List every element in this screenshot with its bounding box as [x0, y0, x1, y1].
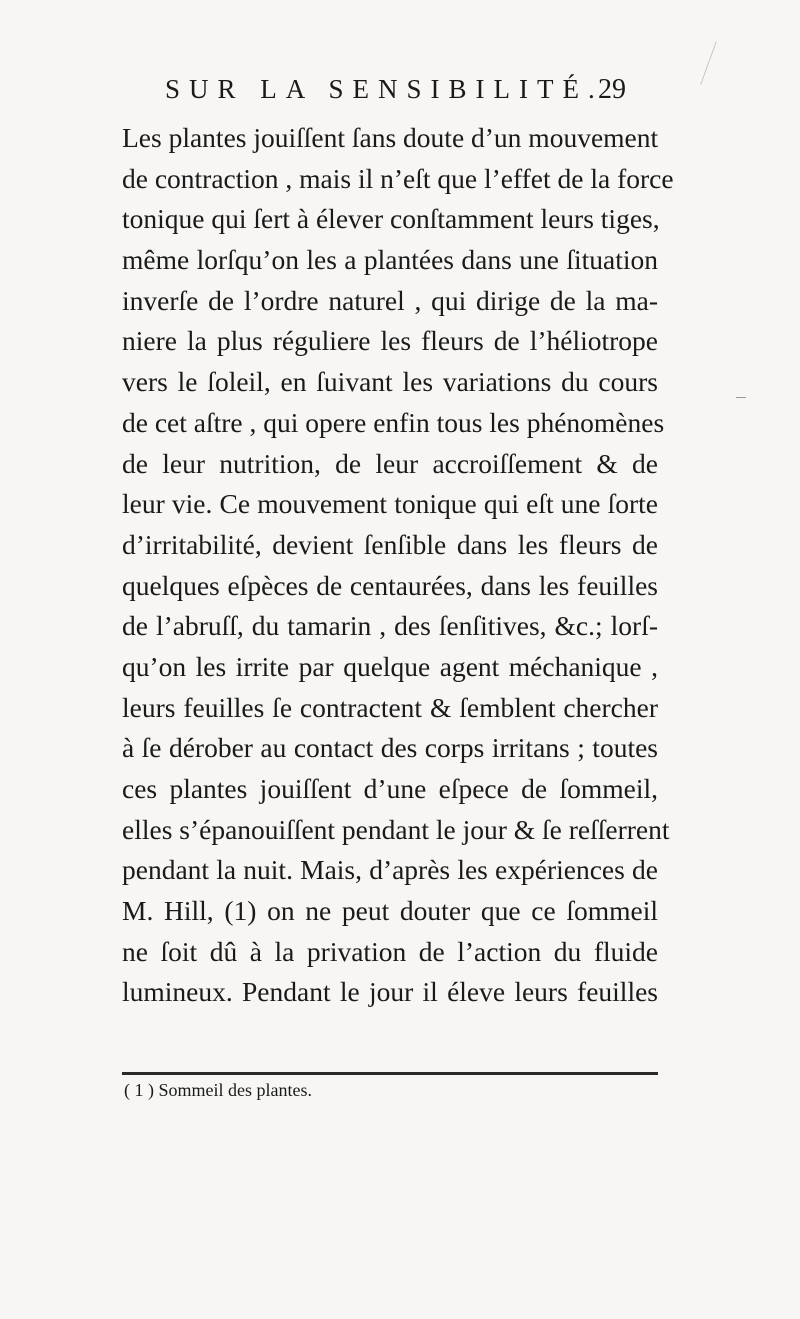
running-head [165, 74, 665, 114]
text-line: de contraction , mais il n’eſt que l’effet de la force [122, 162, 674, 194]
margin-mark [736, 397, 746, 398]
text-line: ces plantes jouiſſent d’une eſpece de ſommeil, [122, 773, 658, 804]
text-line: qu’on les irrite par quelque agent méchanique , [122, 650, 658, 682]
running-title: SUR LA SENSIBILITÉ. [165, 74, 604, 104]
text-line: tonique qui ſert à élever conſtamment leurs tiges, [122, 203, 660, 235]
footnote-rule [122, 1072, 658, 1075]
text-line: pendant la nuit. Mais, d’après les expériences de [122, 854, 658, 886]
text-line: leur vie. Ce mouvement tonique qui eſt une ſorte [122, 488, 658, 520]
text-line: leurs feuilles ſe contractent & ſemblent chercher [122, 691, 658, 723]
text-line: elles s’épanouiſſent pendant le jour & ſe reſſerrent [122, 813, 670, 845]
paper-crease-mark [700, 41, 717, 85]
text-line: lumineux. Pendant le jour il éleve leurs feuilles [122, 976, 658, 1008]
text-line: ne ſoit dû à la privation de l’action du fluide [122, 935, 658, 967]
text-line: de cet aſtre , qui opere enfin tous les phénomènes [122, 406, 665, 438]
text-line: de l’abruſſ, du tamarin , des ſenſitives, &c.; lorſ- [122, 610, 658, 642]
text-line: vers le ſoleil, en ſuivant les variations du cours [122, 366, 658, 398]
text-line: quelques eſpèces de centaurées, dans les feuilles [122, 569, 658, 601]
text-line: M. Hill, (1) on ne peut douter que ce ſommeil [122, 895, 658, 927]
text-line: d’irritabilité, devient ſenſible dans les fleurs de [122, 528, 658, 560]
footnote: ( 1 ) Sommeil des plantes. [124, 1080, 312, 1100]
page-number: 29 [598, 74, 626, 105]
text-line: même lorſqu’on les a plantées dans une ſituation [122, 244, 658, 276]
body-text [122, 118, 674, 1013]
text-line: Les plantes jouiſſent ſans doute d’un mouvement [122, 122, 659, 153]
text-line: de leur nutrition, de leur accroiſſement & de [122, 447, 658, 479]
text-line: niere la plus réguliere les fleurs de l’héliotrope [122, 325, 658, 357]
text-line: inverſe de l’ordre naturel , qui dirige de la ma- [122, 284, 658, 316]
text-line: à ſe dérober au contact des corps irritans ; toutes [122, 732, 658, 764]
